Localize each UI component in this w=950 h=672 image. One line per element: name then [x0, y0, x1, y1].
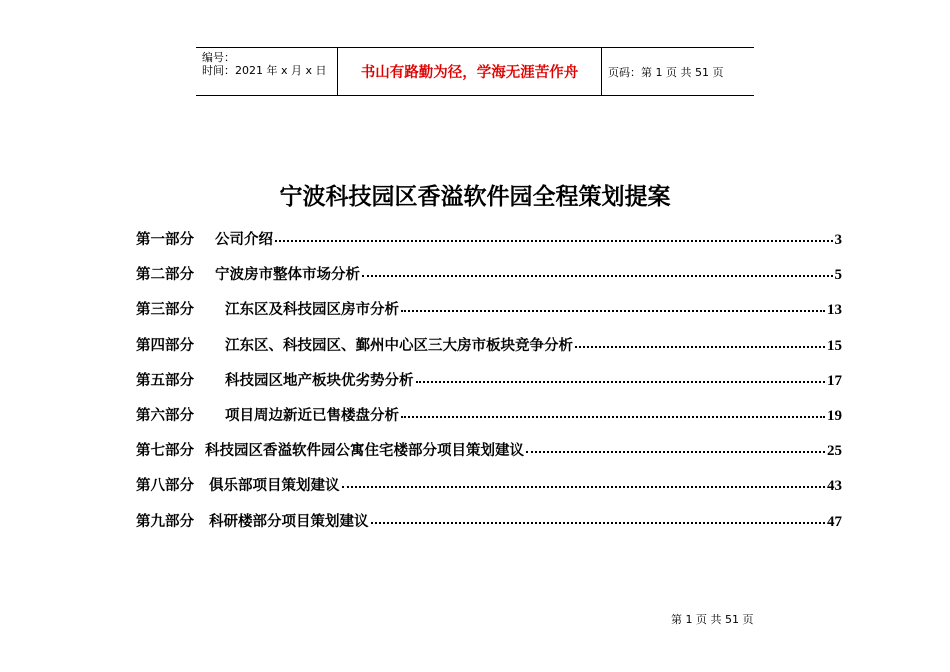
toc-section-name: 科技园区香溢软件园公寓住宅楼部分项目策划建议 — [205, 442, 524, 460]
toc-entry[interactable] — [136, 334, 842, 369]
header-meta-cell — [196, 48, 338, 95]
toc-leader-dots — [401, 406, 825, 420]
toc-entry[interactable] — [136, 298, 842, 333]
toc-part-label: 第七部分 — [136, 442, 194, 460]
toc-part-label: 第二部分 — [136, 266, 194, 284]
toc-leader-dots — [575, 336, 825, 350]
toc-part-label: 第一部分 — [136, 231, 194, 248]
toc-entry[interactable] — [136, 474, 842, 509]
toc-page-number: 3 — [834, 232, 842, 248]
toc-part-label: 第四部分 — [136, 336, 194, 354]
header-page-info: 页码：第 1 页 共 51 页 — [608, 65, 724, 79]
toc-section-name: 宁波房市整体市场分析 — [215, 266, 360, 284]
toc-leader-dots — [342, 476, 826, 490]
toc-entry[interactable] — [136, 263, 842, 298]
toc-page-number: 25 — [827, 443, 842, 460]
table-of-contents — [136, 228, 842, 545]
toc-entry[interactable] — [136, 510, 842, 545]
toc-leader-dots — [371, 512, 826, 526]
toc-section-name: 科技园区地产板块优劣势分析 — [225, 371, 414, 389]
toc-part-label: 第九部分 — [136, 512, 194, 530]
toc-page-number: 5 — [834, 267, 842, 284]
page-header — [196, 47, 754, 96]
toc-leader-dots — [275, 230, 833, 244]
toc-page-number: 13 — [827, 302, 842, 319]
toc-page-number: 19 — [827, 407, 842, 424]
header-code-label: 编号： — [202, 51, 235, 64]
toc-section-name: 科研楼部分项目策划建议 — [209, 512, 369, 530]
toc-leader-dots — [416, 371, 826, 385]
toc-entry[interactable] — [136, 369, 842, 404]
header-time-label: 时间：2021 年 x 月 x 日 — [202, 64, 327, 77]
toc-page-number: 17 — [827, 372, 842, 389]
toc-page-number: 15 — [827, 337, 842, 354]
toc-entry[interactable] — [136, 439, 842, 474]
toc-section-name: 俱乐部项目策划建议 — [209, 477, 340, 495]
toc-entry[interactable] — [136, 404, 842, 439]
toc-page-number: 47 — [827, 513, 842, 530]
toc-section-name: 江东区及科技园区房市分析 — [225, 301, 399, 319]
toc-leader-dots — [401, 300, 825, 314]
toc-section-name: 公司介绍 — [215, 231, 273, 248]
footer-page-number: 第 1 页 共 51 页 — [671, 613, 754, 626]
toc-page-number: 43 — [827, 478, 842, 495]
toc-leader-dots — [526, 441, 825, 455]
toc-part-label: 第五部分 — [136, 371, 194, 389]
toc-part-label: 第八部分 — [136, 477, 194, 495]
toc-section-name: 江东区、科技园区、鄞州中心区三大房市板块竞争分析 — [225, 336, 573, 354]
toc-part-label: 第六部分 — [136, 406, 194, 424]
toc-part-label: 第三部分 — [136, 301, 194, 319]
document-title: 宁波科技园区香溢软件园全程策划提案 — [279, 183, 671, 210]
header-motto: 书山有路勤为径，学海无涯苦作舟 — [338, 48, 602, 95]
toc-entry[interactable] — [136, 228, 842, 263]
toc-leader-dots — [362, 265, 833, 279]
toc-section-name: 项目周边新近已售楼盘分析 — [225, 406, 399, 424]
